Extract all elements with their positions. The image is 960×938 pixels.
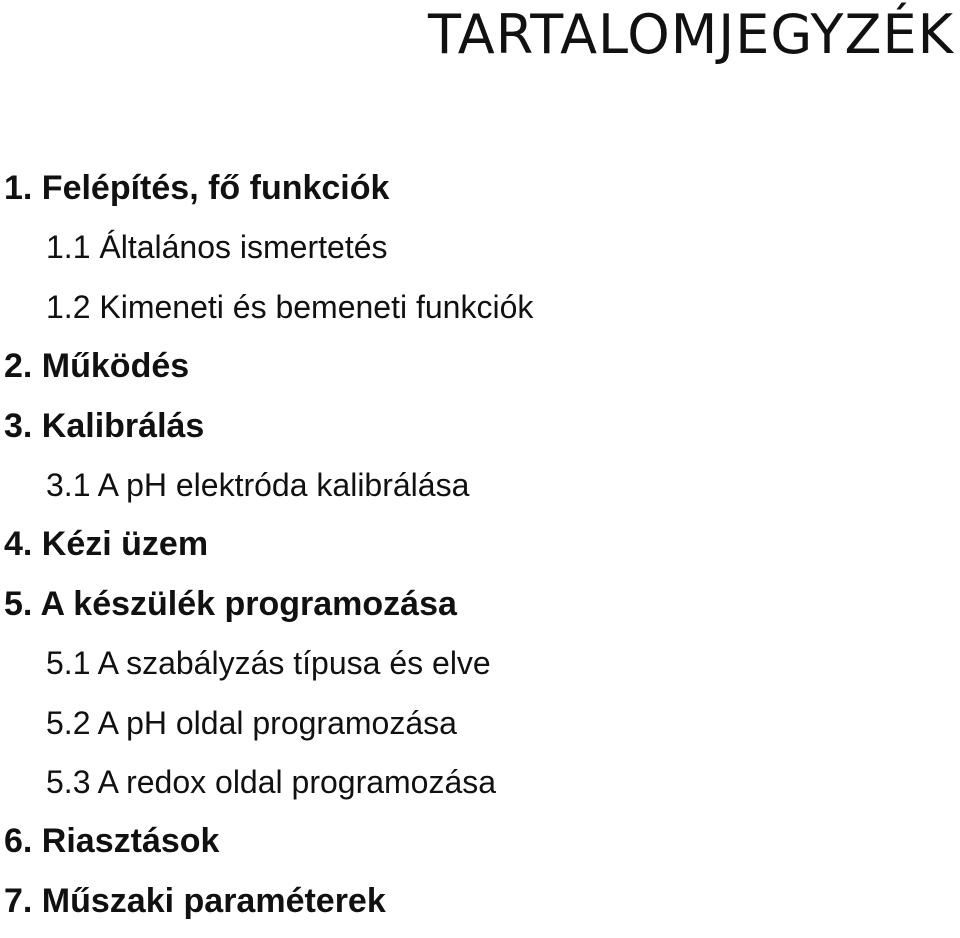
toc-chapter-7: 7. Műszaki paraméterek: [4, 881, 386, 920]
page-title: TARTALOMJEGYZÉK: [427, 3, 954, 66]
toc-section-5-3: 5.3 A redox oldal programozása: [46, 763, 497, 800]
toc-section-1-2: 1.2 Kimeneti és bemeneti funkciók: [46, 288, 534, 325]
toc-chapter-5: 5. A készülék programozása: [4, 584, 457, 623]
toc-chapter-1: 1. Felépítés, fő funkciók: [4, 169, 390, 207]
table-of-contents: [0, 166, 533, 938]
toc-section-3-1: 3.1 A pH elektróda kalibrálása: [46, 466, 470, 503]
toc-chapter-2: 2. Működés: [4, 347, 190, 386]
toc-chapter-6: 6. Riasztások: [4, 822, 220, 861]
toc-section-5-1: 5.1 A szabályzás típusa és elve: [46, 645, 491, 682]
toc-section-5-2: 5.2 A pH oldal programozása: [46, 704, 457, 741]
toc-chapter-3: 3. Kalibrálás: [4, 406, 205, 445]
toc-section-1-1: 1.1 Általános ismertetés: [46, 229, 388, 266]
toc-chapter-4: 4. Kézi üzem: [4, 525, 209, 564]
